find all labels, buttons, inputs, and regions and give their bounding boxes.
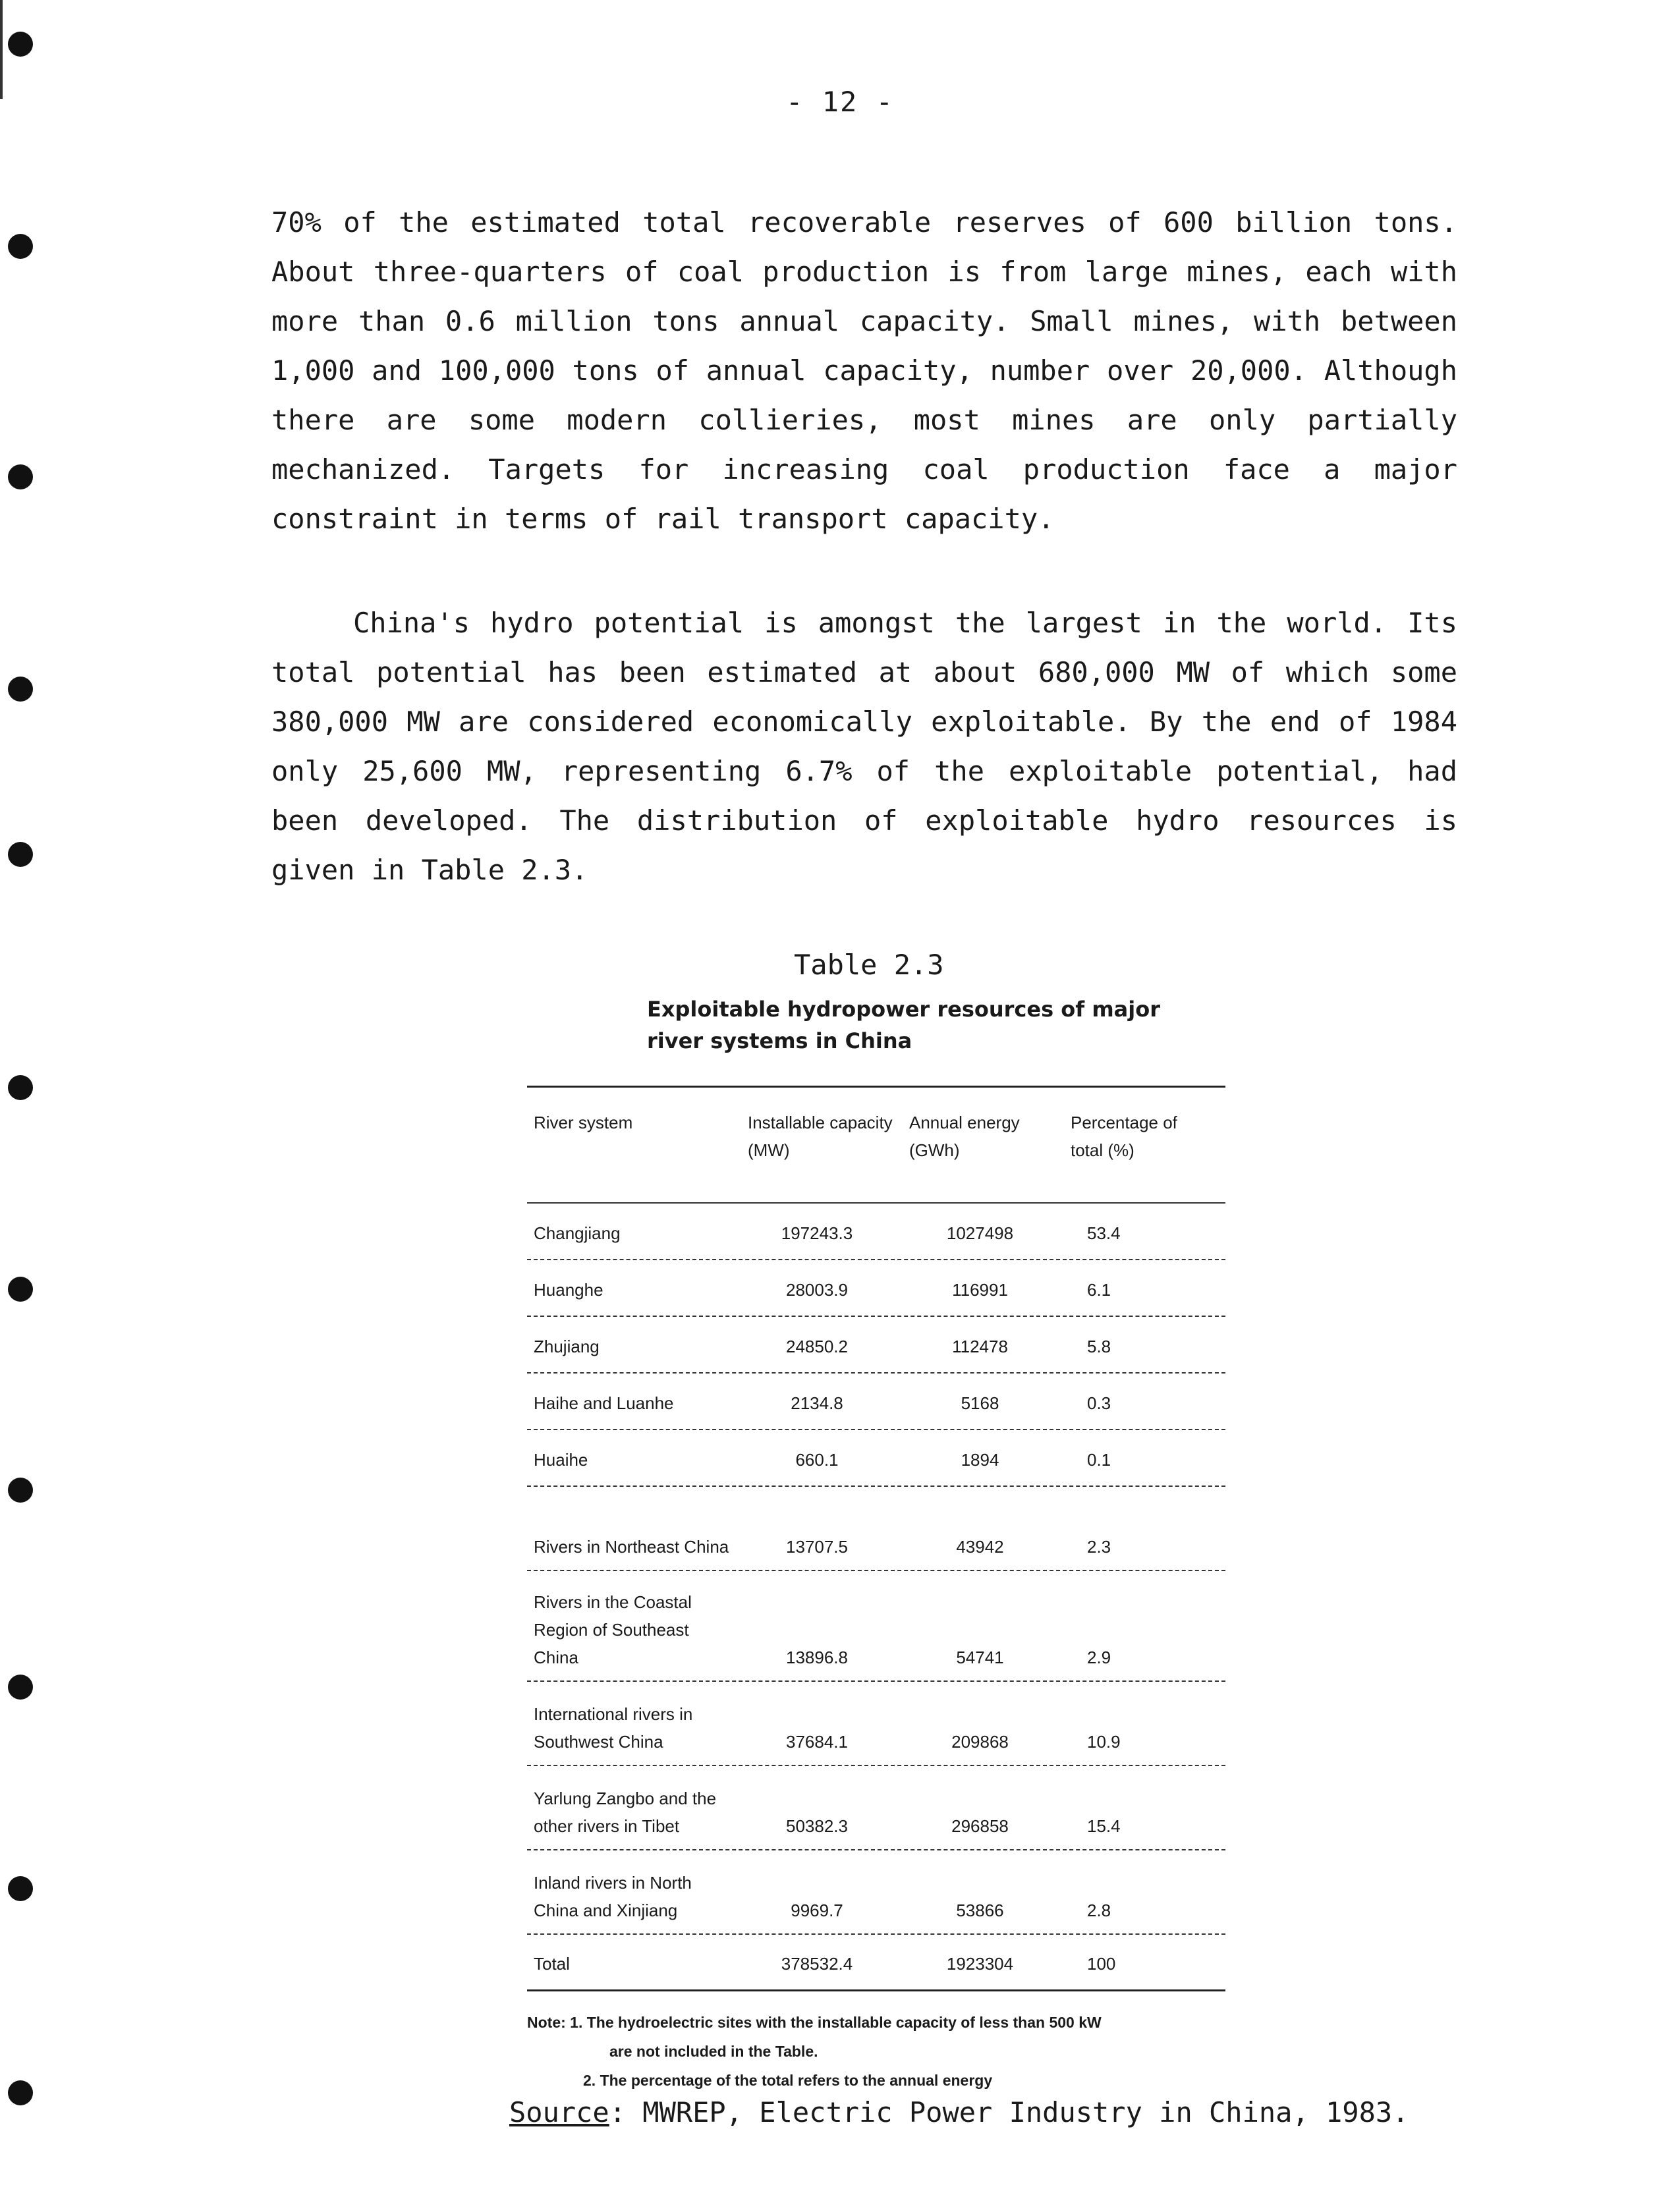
cell-percent: 2.9 bbox=[1087, 1648, 1111, 1667]
hydro-resources-table bbox=[527, 1086, 1225, 1991]
cell-percent: 0.3 bbox=[1087, 1393, 1111, 1413]
cell-percent: 6.1 bbox=[1087, 1280, 1111, 1300]
table-row bbox=[527, 1317, 1225, 1374]
cell-capacity: 378532.4 bbox=[781, 1954, 853, 1974]
page-left-edge bbox=[0, 0, 3, 99]
paragraph-hydro: China's hydro potential is amongst the largest in the world. Its total potential has been estimated at about 680,000 MW of which some 380,000 MW are considered economically exploitable. By the end of 1984 only 25,600 MW, representing 6.7% of the exploitable potential, had been developed. The distribution of exploitable hydro resources is given in Table 2.3. bbox=[271, 607, 1457, 886]
cell-energy: 112478 bbox=[952, 1337, 1008, 1356]
note-1-continued: are not included in the Table. bbox=[609, 2043, 818, 2060]
cell-river: Huanghe bbox=[534, 1280, 603, 1300]
cell-energy: 43942 bbox=[956, 1537, 1004, 1557]
table-row bbox=[527, 1430, 1225, 1487]
cell-capacity: 197243.3 bbox=[781, 1223, 853, 1243]
cell-percent: 10.9 bbox=[1087, 1732, 1121, 1752]
table-row bbox=[527, 1850, 1225, 1935]
cell-river: Yarlung Zangbo and the other rivers in Tibet bbox=[534, 1789, 717, 1836]
source-label: Source bbox=[509, 2096, 609, 2128]
cell-energy: 296858 bbox=[951, 1816, 1009, 1836]
table-subtitle: Exploitable hydropower resources of major river systems in China bbox=[647, 997, 1160, 1053]
binder-hole bbox=[8, 234, 33, 259]
cell-energy: 5168 bbox=[961, 1393, 999, 1413]
binder-hole bbox=[8, 1675, 33, 1700]
table-row bbox=[527, 1260, 1225, 1317]
header-percentage: Percentage of total (%) bbox=[1071, 1113, 1177, 1160]
table-total-row bbox=[527, 1935, 1225, 1991]
header-river-system: River system bbox=[534, 1113, 633, 1132]
cell-energy: 1027498 bbox=[946, 1223, 1014, 1243]
cell-river: Rivers in the Coastal Region of Southeast China bbox=[534, 1592, 692, 1667]
cell-river: Rivers in Northeast China bbox=[534, 1537, 729, 1557]
page-number: - 12 - bbox=[786, 86, 894, 118]
cell-capacity: 13896.8 bbox=[786, 1648, 848, 1667]
table-title: Table 2.3 bbox=[794, 949, 944, 981]
cell-percent: 100 bbox=[1087, 1954, 1116, 1974]
cell-energy: 1923304 bbox=[946, 1954, 1014, 1974]
cell-capacity: 13707.5 bbox=[786, 1537, 848, 1557]
cell-energy: 54741 bbox=[956, 1648, 1004, 1667]
source-text: : MWREP, Electric Power Industry in China, 1983. bbox=[609, 2096, 1409, 2128]
cell-percent: 15.4 bbox=[1087, 1816, 1121, 1836]
cell-capacity: 28003.9 bbox=[786, 1280, 848, 1300]
binder-hole bbox=[8, 842, 33, 867]
cell-capacity: 24850.2 bbox=[786, 1337, 848, 1356]
cell-energy: 1894 bbox=[961, 1450, 999, 1470]
cell-river: Changjiang bbox=[534, 1223, 621, 1243]
cell-capacity: 9969.7 bbox=[791, 1901, 843, 1920]
cell-river: Huaihe bbox=[534, 1450, 588, 1470]
paragraph-coal: 70% of the estimated total recoverable reserves of 600 billion tons. About three-quarters of coal production is from large mines, each with more than 0.6 million tons annual capacity. Small mines, with between 1,000 and 100,000 tons of annual capacity, number over 20,000. Although there are some modern collieries, most mines are only partially mechanized. Targets for increasing coal production face a major constraint in terms of rail transport capacity. bbox=[271, 206, 1457, 535]
binder-hole bbox=[8, 1478, 33, 1503]
binder-hole bbox=[8, 2080, 33, 2105]
binder-hole bbox=[8, 32, 33, 57]
cell-percent: 2.3 bbox=[1087, 1537, 1111, 1557]
binder-hole bbox=[8, 677, 33, 702]
cell-percent: 5.8 bbox=[1087, 1337, 1111, 1356]
cell-river: Total bbox=[534, 1954, 570, 1974]
binder-hole bbox=[8, 1075, 33, 1100]
cell-energy: 209868 bbox=[951, 1732, 1009, 1752]
cell-river: Inland rivers in North China and Xinjiang bbox=[534, 1873, 692, 1920]
table-row bbox=[527, 1204, 1225, 1260]
cell-percent: 2.8 bbox=[1087, 1901, 1111, 1920]
table-row bbox=[527, 1487, 1225, 1571]
note-1: Note: 1. The hydroelectric sites with the installable capacity of less than 500 kW bbox=[527, 2014, 1102, 2031]
cell-capacity: 37684.1 bbox=[786, 1732, 848, 1752]
table-notes bbox=[527, 2008, 1252, 2095]
table-header-row bbox=[527, 1088, 1225, 1204]
header-annual-energy: Annual energy (GWh) bbox=[909, 1113, 1020, 1160]
header-installable-capacity: Installable capacity (MW) bbox=[748, 1113, 893, 1160]
source-citation bbox=[509, 2096, 1409, 2128]
cell-river: Haihe and Luanhe bbox=[534, 1393, 674, 1413]
cell-river: Zhujiang bbox=[534, 1337, 600, 1356]
table-row bbox=[527, 1374, 1225, 1430]
cell-capacity: 2134.8 bbox=[791, 1393, 843, 1413]
table-row bbox=[527, 1571, 1225, 1682]
table-row bbox=[527, 1766, 1225, 1850]
cell-energy: 53866 bbox=[956, 1901, 1004, 1920]
cell-capacity: 50382.3 bbox=[786, 1816, 848, 1836]
cell-energy: 116991 bbox=[952, 1280, 1008, 1300]
cell-capacity: 660.1 bbox=[795, 1450, 839, 1470]
table-row bbox=[527, 1682, 1225, 1766]
binder-hole bbox=[8, 1277, 33, 1302]
binder-hole bbox=[8, 464, 33, 489]
cell-percent: 53.4 bbox=[1087, 1223, 1121, 1243]
binder-hole bbox=[8, 1876, 33, 1901]
cell-percent: 0.1 bbox=[1087, 1450, 1111, 1470]
cell-river: International rivers in Southwest China bbox=[534, 1704, 693, 1752]
note-2: 2. The percentage of the total refers to the annual energy bbox=[583, 2072, 993, 2089]
